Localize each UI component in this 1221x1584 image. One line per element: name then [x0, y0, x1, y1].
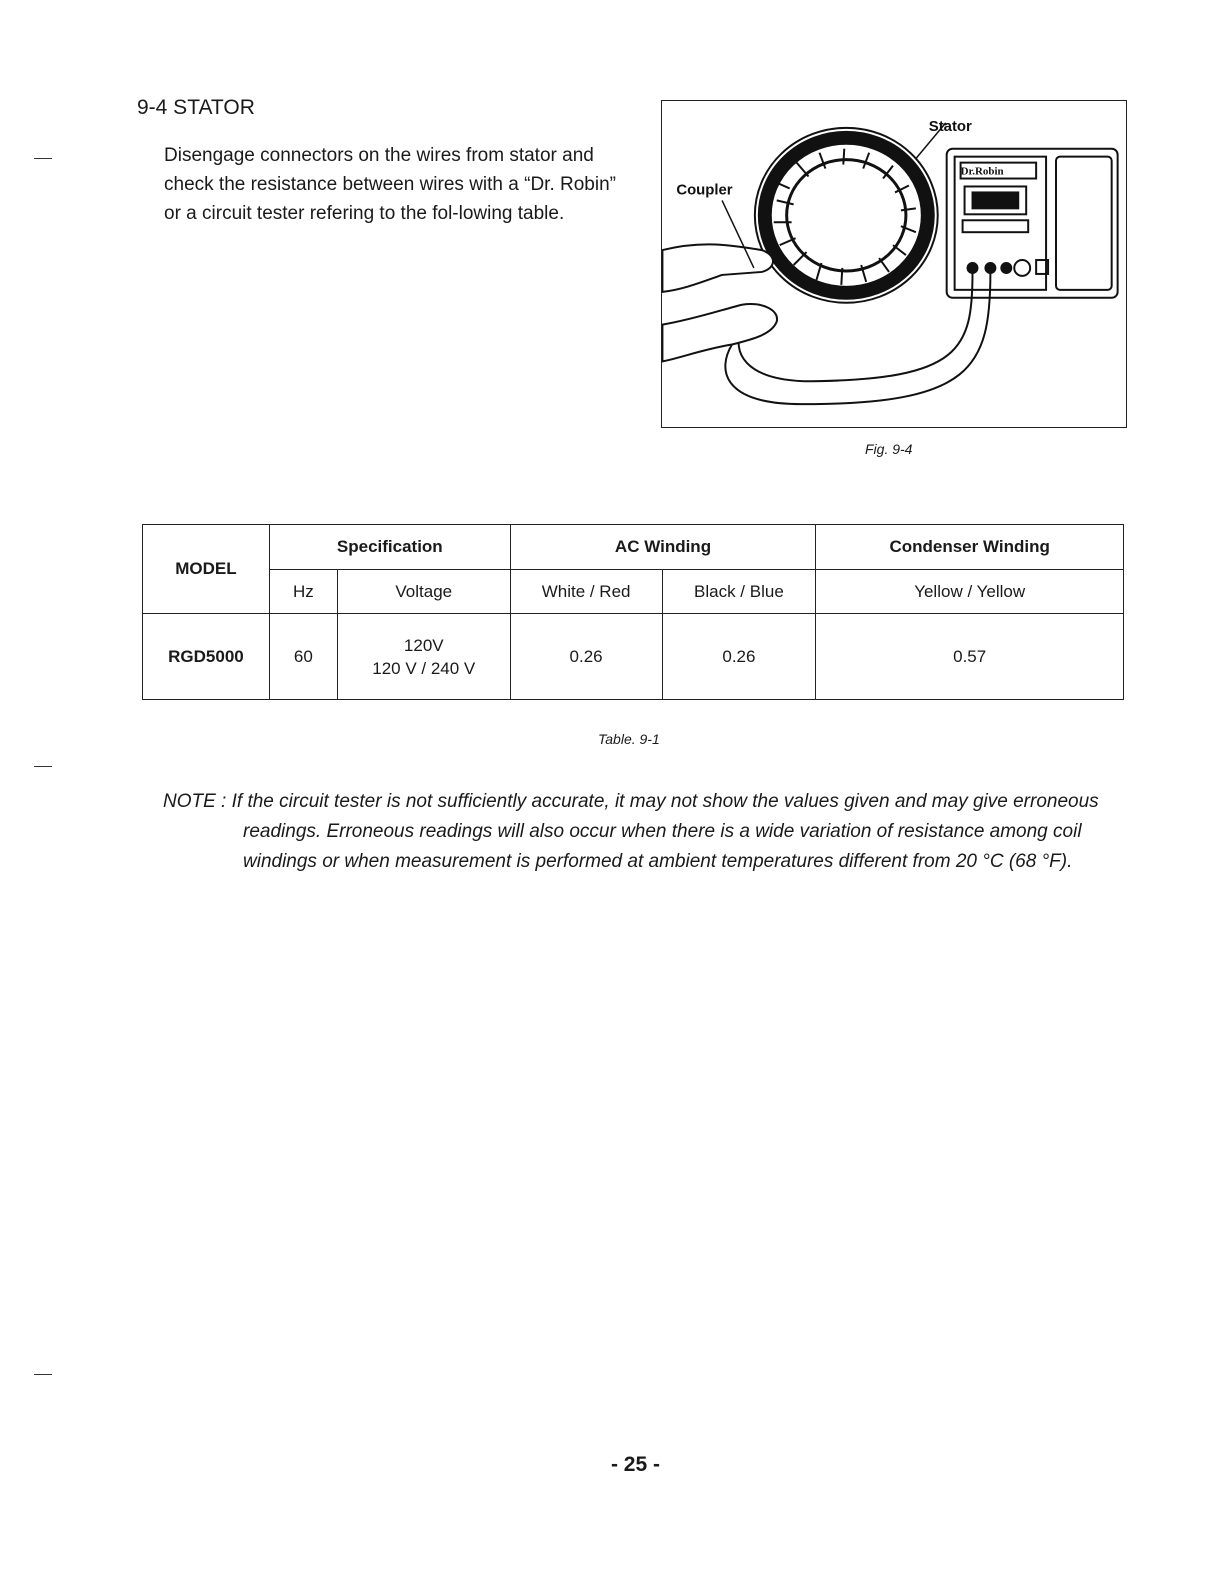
figure-caption: Fig. 9-4	[865, 441, 913, 457]
section-title: 9-4 STATOR	[137, 96, 255, 119]
cell-white-red: 0.26	[510, 614, 662, 700]
hands	[662, 244, 777, 361]
stator-figure	[661, 100, 1127, 428]
subheader-yellow-yellow: Yellow / Yellow	[816, 570, 1124, 614]
tester-brand-label: Dr.Robin	[960, 165, 1004, 178]
stator-callout: Stator	[928, 118, 972, 135]
table-row	[143, 614, 1124, 700]
subheader-white-red: White / Red	[510, 570, 662, 614]
voltage-line-1: 120V	[403, 635, 444, 655]
table-caption: Table. 9-1	[598, 731, 660, 747]
resistance-table	[142, 524, 1124, 700]
cell-black-blue: 0.26	[662, 614, 816, 700]
cell-voltage	[337, 614, 510, 700]
subheader-hz: Hz	[269, 570, 337, 614]
margin-mark	[34, 158, 52, 159]
page-number: - 25 -	[610, 1453, 660, 1476]
table-subheader-row	[143, 570, 1124, 614]
note-paragraph	[163, 787, 1143, 877]
intro-paragraph: Disengage connectors on the wires from stator and check the resistance between wires with a “Dr. Robin” or a circuit tester refering to the fol-lowing table.	[164, 145, 616, 224]
subheader-voltage: Voltage	[337, 570, 510, 614]
header-condenser-winding: Condenser Winding	[816, 525, 1124, 570]
margin-mark	[34, 1374, 52, 1375]
voltage-line-2: 120 V / 240 V	[372, 658, 476, 678]
note-label: NOTE :	[163, 791, 227, 812]
cell-yellow-yellow: 0.57	[816, 614, 1124, 700]
cell-model: RGD5000	[143, 614, 270, 700]
stator-coil	[755, 128, 938, 303]
cell-hz: 60	[269, 614, 337, 700]
coupler-callout: Coupler	[676, 182, 733, 199]
subheader-black-blue: Black / Blue	[662, 570, 816, 614]
note-text: If the circuit tester is not sufficiently accurate, it may not show the values given and may give erroneous readings. Erroneous readings will also occur when there is a wide variation of resistance among coil windings or when measurement is performed at ambient temperatures different from 20 °C (68 °F).	[231, 791, 1099, 872]
header-model: MODEL	[143, 525, 270, 614]
margin-mark	[34, 766, 52, 767]
table-header-row	[143, 525, 1124, 570]
header-specification: Specification	[269, 525, 510, 570]
header-ac-winding: AC Winding	[510, 525, 816, 570]
stator-illustration	[662, 101, 1126, 427]
